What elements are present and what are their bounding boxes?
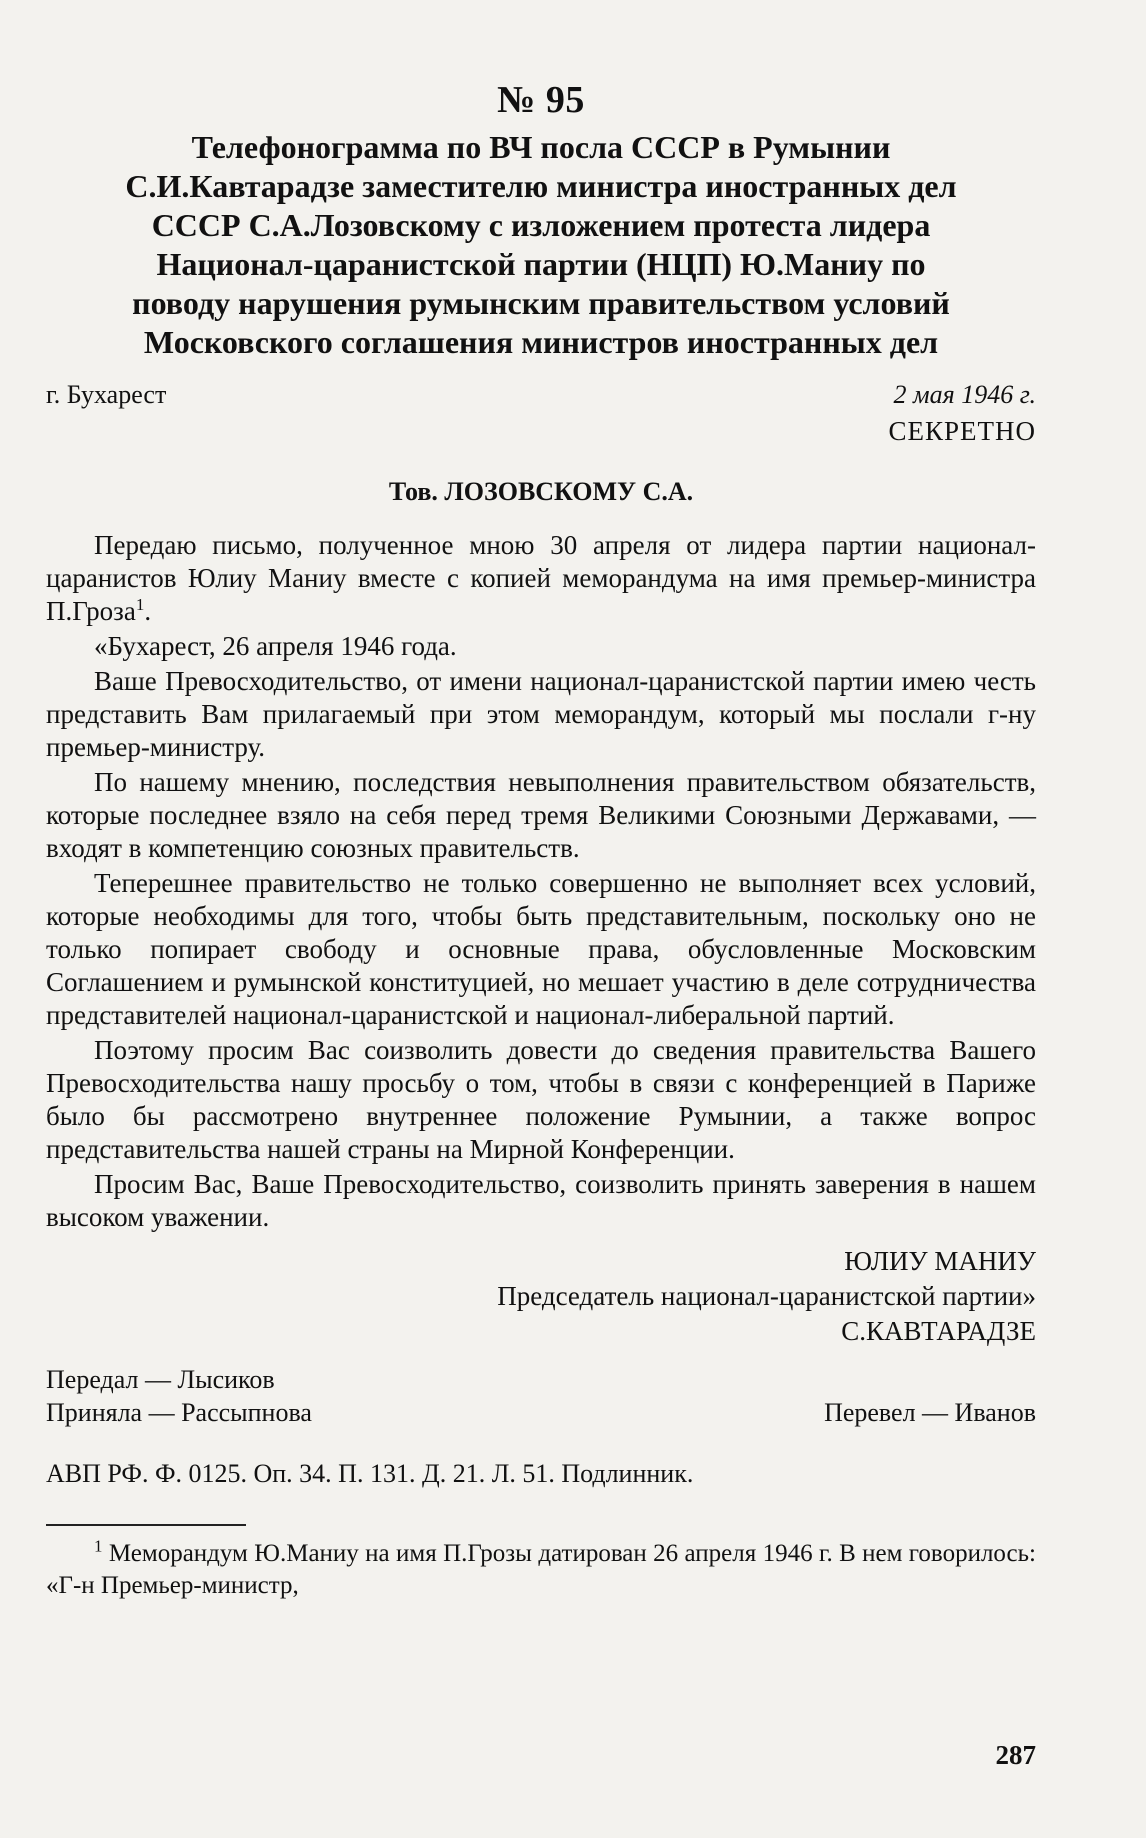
- footnote-text: Меморандум Ю.Маниу на имя П.Грозы датирован 26 апреля 1946 г. В нем говорилось: «Г-н Премьер-министр,: [46, 1540, 1036, 1599]
- archive-source: АВП РФ. Ф. 0125. Оп. 34. П. 131. Д. 21. Л. 51. Подлинник.: [46, 1459, 694, 1488]
- letter-body: [46, 529, 1036, 1234]
- title-line: Национал-царанистской партии (НЦП) Ю.Маниу по: [156, 246, 926, 282]
- received-by: Приняла — Рассыпнова: [46, 1398, 312, 1427]
- footnote-divider: [46, 1524, 246, 1526]
- received-translated-row: [46, 1396, 1036, 1429]
- place: г. Бухарест: [46, 380, 167, 409]
- signer-title: Председатель национал-царанистской партии»: [497, 1281, 1036, 1311]
- document-number: № 95: [497, 79, 585, 121]
- footnote-mark: 1: [135, 595, 145, 614]
- title-line: С.И.Кавтарадзе заместителю министра иностранных дел: [125, 168, 957, 204]
- classification-label: СЕКРЕТНО: [888, 416, 1036, 446]
- sender-name: С.КАВТАРАДЗЕ: [841, 1316, 1036, 1346]
- signer-name: ЮЛИУ МАНИУ: [844, 1246, 1036, 1276]
- paragraph: Ваше Превосходительство, от имени национал-царанистской партии имею честь представить Вам прилагаемый при этом меморандум, который мы послали г-ну премьер-министру.: [46, 666, 1036, 762]
- translated-by: Перевел — Иванов: [824, 1398, 1036, 1427]
- footnote-number: 1: [94, 1536, 103, 1556]
- place-date-row: [46, 378, 1036, 412]
- addressee: Тов. ЛОЗОВСКОМУ С.А.: [388, 477, 694, 506]
- document-title: [46, 128, 1036, 362]
- date: 2 мая 1946 г.: [893, 380, 1036, 409]
- document-page: [46, 78, 1036, 1602]
- title-line: Телефонограмма по ВЧ посла СССР в Румынии: [191, 129, 891, 165]
- paragraph: [46, 529, 1036, 628]
- title-line: поводу нарушения румынским правительством условий: [132, 285, 950, 321]
- title-line: Московского соглашения министров иностранных дел: [143, 324, 939, 360]
- page-number: 287: [995, 1740, 1036, 1770]
- paragraph: По нашему мнению, последствия невыполнения правительством обязательств, которые последнее взяло на себя перед тремя Великими Союзными Державами, — входят в компетенцию союзных правительств.: [46, 767, 1036, 863]
- paragraph: Поэтому просим Вас соизволить довести до сведения правительства Вашего Превосходительства нашу просьбу о том, чтобы в связи с конференцией в Париже было бы рассмотрено внутреннее положение Румынии, а также вопрос представительства нашей страны на Мирной Конференции.: [46, 1035, 1036, 1164]
- paragraph: Теперешнее правительство не только совершенно не выполняет всех условий, которые необходимы для того, чтобы быть представительным, поскольку оно не только попирает свободу и основные права, обусловленные Московским Соглашением и румынской конституцией, но мешает участию в деле сотрудничества представителей национал-царанистской и национал-либеральной партий.: [46, 868, 1036, 1030]
- title-line: СССР С.А.Лозовскому с изложением протеста лидера: [151, 207, 931, 243]
- transfer-block: [46, 1363, 1036, 1429]
- paragraph: Просим Вас, Ваше Превосходительство, соизволить принять заверения в нашем высоком уважении.: [46, 1169, 1036, 1232]
- passed-by: Передал — Лысиков: [46, 1365, 275, 1394]
- paragraph-text: Передаю письмо, полученное мною 30 апреля от лидера партии национал-царанистов Юлиу Маниу вместе с копией меморандума на имя премьер-министра П.Гроза: [46, 530, 1036, 626]
- paragraph-end: .: [144, 596, 152, 626]
- paragraph: «Бухарест, 26 апреля 1946 года.: [94, 631, 457, 661]
- footnote: [46, 1538, 1036, 1602]
